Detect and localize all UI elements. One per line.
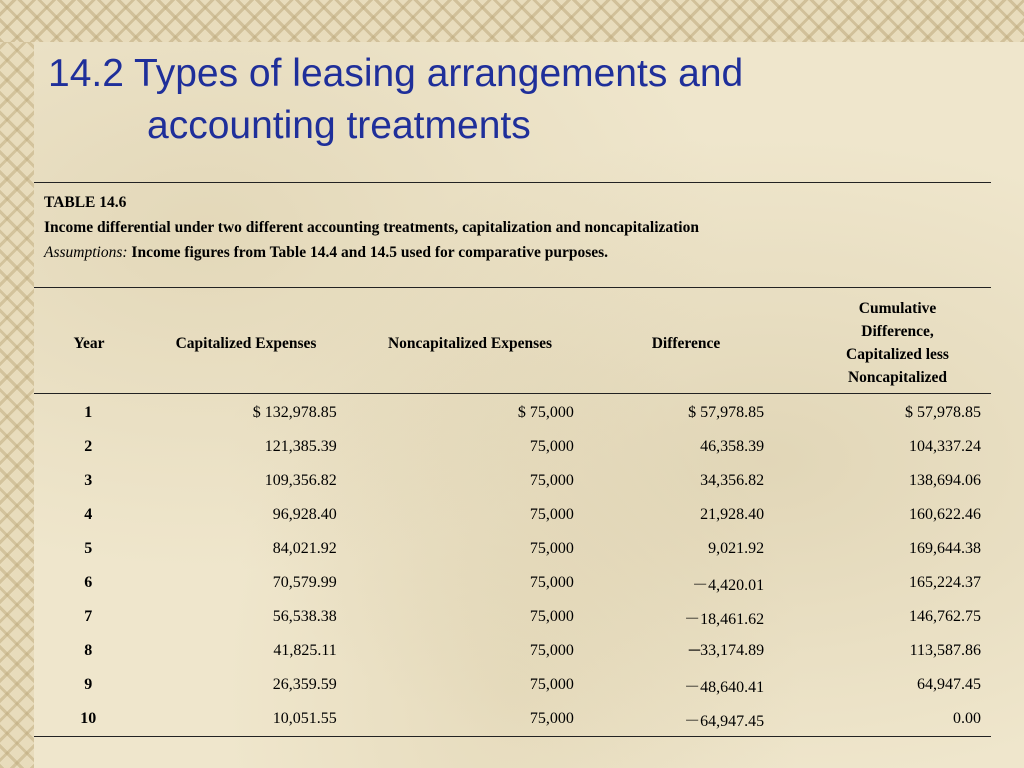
cell-cumulative: 0.00: [953, 710, 981, 727]
table-row: [34, 600, 991, 634]
table-assumptions: [44, 240, 984, 265]
income-differential-table: [34, 396, 991, 736]
table-row: [34, 498, 991, 532]
cell-year: 5: [84, 540, 93, 557]
cell-year: 3: [84, 472, 93, 489]
cell-difference: －18,461.62: [684, 610, 765, 628]
cell-noncapitalized: $ 75,000: [517, 404, 574, 421]
cell-difference: $ 57,978.85: [688, 404, 765, 421]
decorative-border-top: [0, 0, 1024, 42]
cell-noncapitalized: 75,000: [529, 574, 574, 591]
table-row: [34, 668, 991, 702]
cell-difference: 9,021.92: [708, 540, 765, 557]
cell-difference: －64,947.45: [684, 712, 765, 730]
assumptions-text: Income figures from Table 14.4 and 14.5 used for comparative purposes.: [127, 244, 609, 261]
cell-cumulative: 160,622.46: [909, 506, 981, 523]
header-difference: Difference: [651, 334, 721, 352]
cell-difference: 21,928.40: [700, 506, 765, 523]
table-row: [34, 702, 991, 736]
table-row: [34, 396, 991, 430]
cell-difference: －4,420.01: [692, 576, 765, 594]
cell-cumulative: 146,762.75: [909, 608, 981, 625]
table-body: [34, 396, 991, 736]
cell-capitalized: 10,051.55: [272, 710, 337, 727]
table-top-rule: [34, 182, 991, 183]
cell-capitalized: 56,538.38: [272, 608, 337, 625]
cell-year: 9: [84, 676, 93, 693]
cell-noncapitalized: 75,000: [529, 608, 574, 625]
cell-capitalized: 96,928.40: [272, 506, 337, 523]
slide-title-line2: accounting treatments: [147, 104, 531, 147]
cell-difference: 34,356.82: [700, 472, 765, 489]
cell-difference: －48,640.41: [684, 678, 765, 696]
cell-capitalized: 41,825.11: [273, 642, 337, 659]
header-capitalized: Capitalized Expenses: [175, 334, 317, 352]
table-row: [34, 634, 991, 668]
table-caption: [44, 190, 984, 265]
cell-cumulative: 138,694.06: [909, 472, 981, 489]
table-number: TABLE 14.6: [44, 194, 127, 211]
table-row: [34, 566, 991, 600]
cell-noncapitalized: 75,000: [529, 438, 574, 455]
cell-cumulative: 165,224.37: [909, 574, 981, 591]
cell-noncapitalized: 75,000: [529, 710, 574, 727]
cell-year: 10: [80, 710, 97, 727]
cell-capitalized: 121,385.39: [264, 438, 337, 455]
cell-difference: 46,358.39: [700, 438, 765, 455]
table-description: Income differential under two different accounting treatments, capitalization and noncapitalization: [44, 219, 699, 236]
table-bottom-rule: [34, 736, 991, 737]
slide-title-line1: 14.2 Types of leasing arrangements and: [48, 52, 744, 95]
cell-capitalized: 109,356.82: [264, 472, 337, 489]
table-row: [34, 430, 991, 464]
cell-capitalized: 26,359.59: [272, 676, 337, 693]
assumptions-label: Assumptions:: [44, 244, 128, 261]
cell-cumulative: 169,644.38: [909, 540, 981, 557]
cell-year: 2: [84, 438, 93, 455]
cell-cumulative: $ 57,978.85: [905, 404, 981, 421]
cell-noncapitalized: 75,000: [529, 472, 574, 489]
header-top-rule: [34, 287, 991, 288]
cell-noncapitalized: 75,000: [529, 642, 574, 659]
table-row: [34, 532, 991, 566]
header-cumulative: Cumulative Difference, Capitalized less Noncapitalized: [846, 300, 949, 386]
cell-year: 6: [84, 574, 93, 591]
header-year: Year: [73, 334, 105, 352]
table-row: [34, 464, 991, 498]
cell-noncapitalized: 75,000: [529, 676, 574, 693]
cell-year: 8: [84, 642, 93, 659]
cell-year: 1: [84, 404, 93, 421]
cell-cumulative: 104,337.24: [909, 438, 981, 455]
slide-title: [48, 48, 948, 152]
cell-year: 7: [84, 608, 93, 625]
cell-cumulative: 113,587.86: [909, 642, 981, 659]
cell-difference: ─33,174.89: [688, 642, 765, 659]
header-bottom-rule: [34, 393, 991, 394]
cell-cumulative: 64,947.45: [917, 676, 981, 693]
header-noncapitalized: Noncapitalized Expenses: [387, 334, 553, 352]
cell-capitalized: 70,579.99: [272, 574, 337, 591]
cell-noncapitalized: 75,000: [529, 540, 574, 557]
cell-noncapitalized: 75,000: [529, 506, 574, 523]
cell-year: 4: [84, 506, 93, 523]
cell-capitalized: 84,021.92: [272, 540, 337, 557]
cell-capitalized: $ 132,978.85: [252, 404, 337, 421]
decorative-border-left: [0, 42, 34, 768]
